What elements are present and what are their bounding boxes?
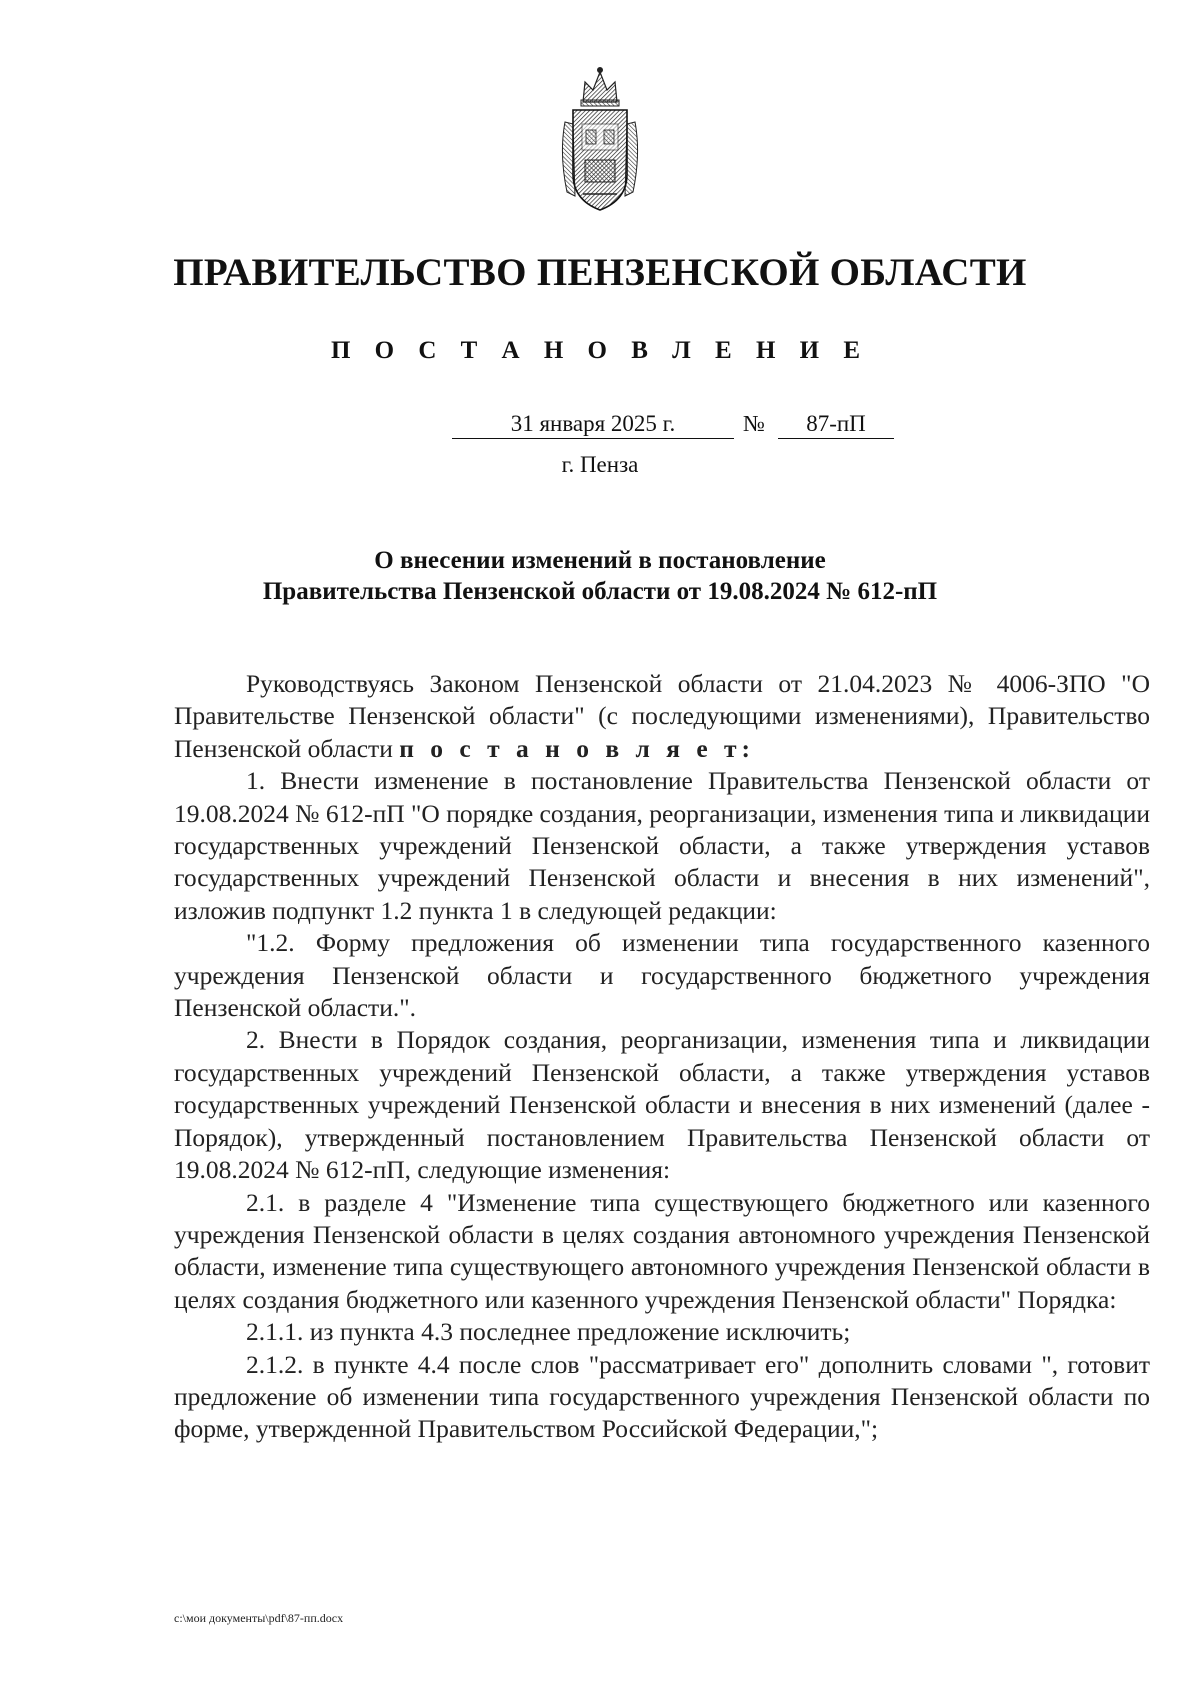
paragraph-2-1: 2.1. в разделе 4 "Изменение типа существующего бюджетного или казенного учреждения Пензенской области в целях создания автономного учреждения Пензенской области, изменение типа существующего автономного учреждения Пензенской области в целях создания бюджетного или казенного учреждения Пензенской области" Порядка: xyxy=(174,1187,1150,1314)
resolves-word: п о с т а н о в л я е т: xyxy=(399,733,756,763)
paragraph-2-1-1: 2.1.1. из пункта 4.3 последнее предложение исключить; xyxy=(246,1317,851,1347)
paragraph-2-1-2: 2.1.2. в пункте 4.4 после слов "рассматривает его" дополнить словами ", готовит предложение об изменении типа государственного учреждения Пензенской области по форме, утвержденной Правительством Российской Федерации,"; xyxy=(174,1349,1150,1444)
government-title: ПРАВИТЕЛЬСТВО ПЕНЗЕНСКОЙ ОБЛАСТИ xyxy=(173,251,1027,294)
document-number: 87-пП xyxy=(778,410,894,439)
document-subject xyxy=(0,545,1200,607)
issue-city: г. Пенза xyxy=(561,452,639,477)
paragraph-1-quote: "1.2. Форму предложения об изменении типа государственного казенного учреждения Пензенской области и государственного бюджетного учреждения Пензенской области.". xyxy=(174,928,1150,1023)
document-date: 31 января 2025 г. xyxy=(452,410,734,439)
subject-line-1: О внесении изменений в постановление xyxy=(374,547,826,574)
paragraph-2: 2. Внести в Порядок создания, реорганизации, изменения типа и ликвидации государственных учреждений Пензенской области, а также утверждения уставов государственных учреждений Пензенской области и внесения в них изменений (далее - Порядок), утвержденный постановлением Правительства Пензенской области от 19.08.2024 № 612-пП, следующие изменения: xyxy=(174,1025,1150,1185)
number-sign: № xyxy=(743,411,765,436)
document-body xyxy=(174,668,1150,1446)
document-type-title: П О С Т А Н О В Л Е Н И Е xyxy=(330,337,870,364)
preamble-text: Руководствуясь Законом Пензенской области от 21.04.2023 № 4006-ЗПО "О Правительстве Пензенской области" (с последующими изменениями), Правительство Пензенской области xyxy=(174,669,1150,763)
footer-file-path: c:\мои документы\pdf\87-пп.docx xyxy=(174,1611,344,1625)
subject-line-2: Правительства Пензенской области от 19.08.2024 № 612-пП xyxy=(262,578,938,605)
coat-of-arms-penza-icon xyxy=(555,64,645,214)
paragraph-1: 1. Внести изменение в постановление Правительства Пензенской области от 19.08.2024 № 612-пП "О порядке создания, реорганизации, изменения типа и ликвидации государственных учреждений Пензенской области, а также утверждения уставов государственных учреждений Пензенской области и внесения в них изменений", изложив подпункт 1.2 пункта 1 в следующей редакции: xyxy=(174,766,1150,925)
paragraph-preamble xyxy=(174,668,1150,765)
date-number-line xyxy=(0,410,1200,440)
